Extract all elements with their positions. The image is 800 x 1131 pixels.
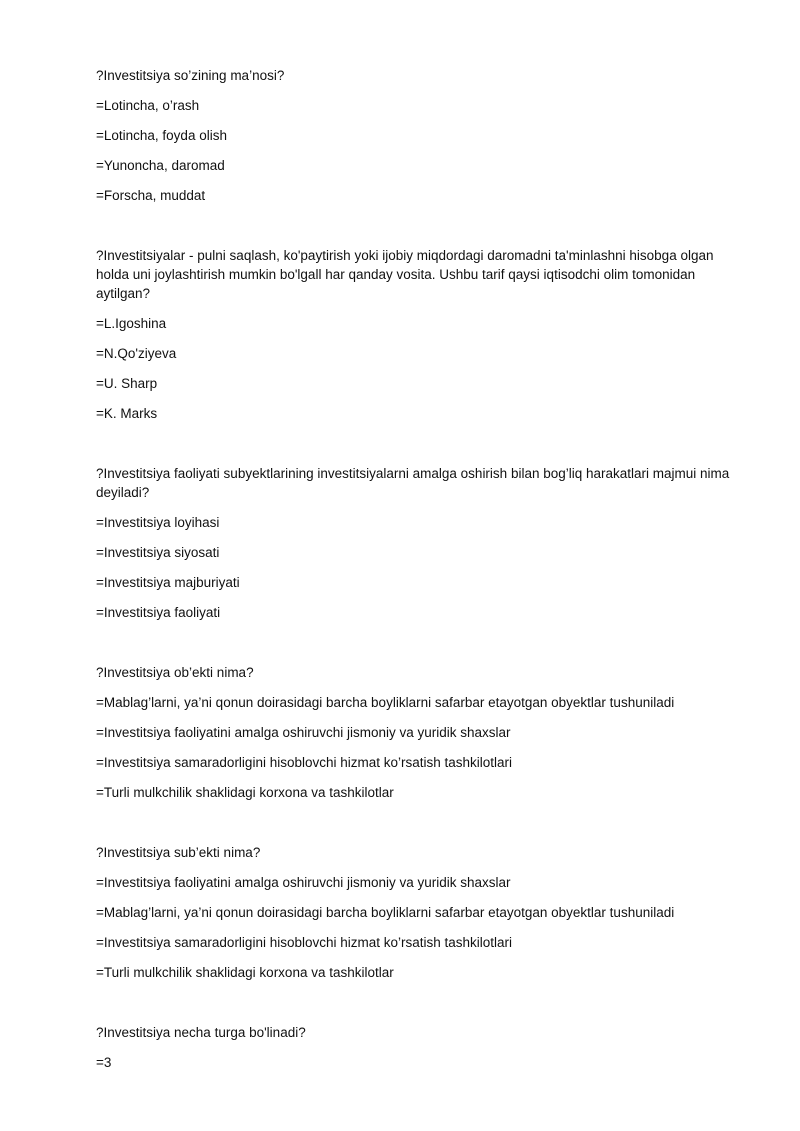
question-text: ?Investitsiya so’zining ma’nosi? (96, 68, 285, 83)
question-text: ?Investitsiya necha turga bo'linadi? (96, 1025, 306, 1040)
answer-option: =N.Qo'ziyeva (96, 346, 177, 361)
answer-option: =Investitsiya siyosati (96, 545, 220, 560)
document-content (96, 66, 744, 1083)
block-spacer (96, 993, 744, 1023)
block-spacer (96, 633, 744, 663)
question-block-6 (96, 1023, 744, 1072)
answer-option: =3 (96, 1055, 112, 1070)
answer-option: =Yunoncha, daromad (96, 158, 225, 173)
question-text: ?Investitsiyalar - pulni saqlash, ko'paytirish yoki ijobiy miqdordagi daromadni ta'minlashni hisobga olgan holda uni joylashtirish mumkin bo'lgall har qanday vosita. Ushbu tarif qaysi iqtisodchi olim tomonidan aytilgan? (96, 248, 714, 301)
block-spacer (96, 813, 744, 843)
answer-option: =Investitsiya faoliyati (96, 605, 221, 620)
question-block-2 (96, 246, 744, 423)
answer-option: =K. Marks (96, 406, 158, 421)
answer-option: =Investitsiya majburiyati (96, 575, 240, 590)
answer-option: =Investitsiya samaradorligini hisoblovchi hizmat ko’rsatish tashkilotlari (96, 935, 513, 950)
answer-option: =Mablag’larni, ya’ni qonun doirasidagi barcha boyliklarni safarbar etayotgan obyektlar tushuniladi (96, 695, 675, 710)
answer-option: =Turli mulkchilik shaklidagi korxona va tashkilotlar (96, 785, 394, 800)
answer-option: =Forscha, muddat (96, 188, 206, 203)
question-text: ?Investitsiya faoliyati subyektlarining investitsiyalarni amalga oshirish bilan bog’liq harakatlari majmui nima deyiladi? (96, 466, 730, 500)
answer-option: =Lotincha, o’rash (96, 98, 200, 113)
question-block-1 (96, 66, 744, 205)
answer-option: =Investitsiya faoliyatini amalga oshiruvchi jismoniy va yuridik shaxslar (96, 725, 511, 740)
answer-option: =Investitsiya faoliyatini amalga oshiruvchi jismoniy va yuridik shaxslar (96, 875, 511, 890)
question-text: ?Investitsiya ob’ekti nima? (96, 665, 254, 680)
answer-option: =Investitsiya samaradorligini hisoblovchi hizmat ko’rsatish tashkilotlari (96, 755, 513, 770)
question-text: ?Investitsiya sub’ekti nima? (96, 845, 261, 860)
answer-option: =Investitsiya loyihasi (96, 515, 220, 530)
block-spacer (96, 216, 744, 246)
answer-option: =U. Sharp (96, 376, 158, 391)
answer-option: =L.Igoshina (96, 316, 167, 331)
question-block-5 (96, 843, 744, 982)
question-block-3 (96, 464, 744, 622)
block-spacer (96, 434, 744, 464)
answer-option: =Lotincha, foyda olish (96, 128, 227, 143)
question-block-4 (96, 663, 744, 802)
answer-option: =Turli mulkchilik shaklidagi korxona va tashkilotlar (96, 965, 394, 980)
answer-option: =Mablag’larni, ya’ni qonun doirasidagi barcha boyliklarni safarbar etayotgan obyektlar tushuniladi (96, 905, 675, 920)
